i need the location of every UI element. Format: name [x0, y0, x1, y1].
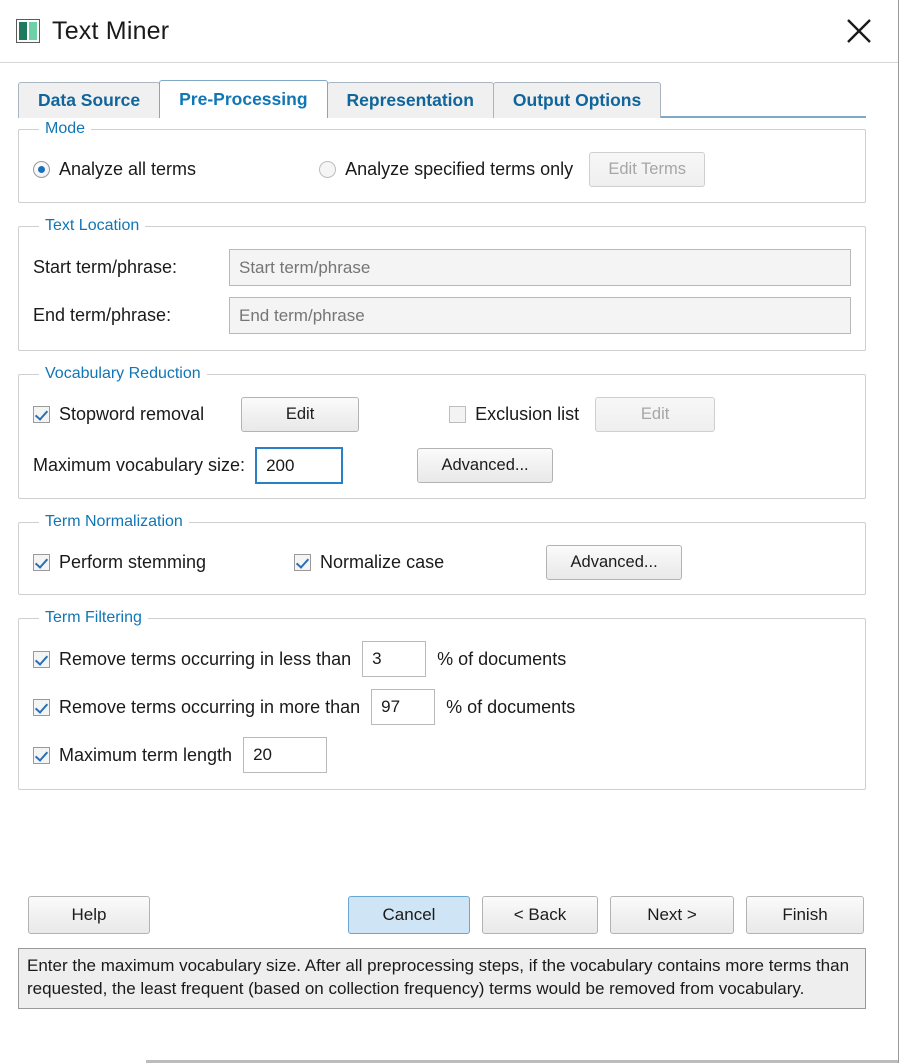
checkbox-remove-less-than[interactable] [33, 651, 50, 668]
title-bar [0, 0, 898, 63]
label-max-vocabulary-size: Maximum vocabulary size: [33, 455, 246, 475]
tab-label: Representation [346, 90, 474, 110]
mode-group [18, 120, 866, 203]
help-button[interactable]: Help [28, 896, 150, 934]
mode-legend: Mode [45, 120, 86, 137]
window-title: Text Miner [52, 16, 170, 45]
edit-terms-button[interactable]: Edit Terms [589, 152, 705, 187]
start-term-input[interactable] [229, 249, 851, 286]
checkbox-maximum-term-length[interactable] [33, 747, 50, 764]
term-filtering-group [18, 609, 866, 790]
app-icon [16, 19, 40, 43]
mode-options-row [33, 152, 851, 186]
back-button[interactable]: < Back [482, 896, 598, 934]
vocabulary-reduction-legend: Vocabulary Reduction [45, 365, 201, 382]
finish-button[interactable]: Finish [746, 896, 864, 934]
label-remove-less-than: Remove terms occurring in less than [59, 648, 352, 669]
filter-max-length-row [33, 737, 851, 773]
tab-pre-processing[interactable] [159, 80, 327, 118]
checkbox-perform-stemming[interactable] [33, 554, 50, 571]
tab-label: Data Source [38, 90, 141, 110]
checkbox-exclusion-list[interactable] [449, 406, 466, 423]
dialog-button-bar [18, 896, 866, 934]
label-normalize-case: Normalize case [320, 552, 445, 572]
end-term-input[interactable] [229, 297, 851, 334]
checkbox-normalize-case[interactable] [294, 554, 311, 571]
checkbox-stopword-removal[interactable] [33, 406, 50, 423]
status-hint-text: Enter the maximum vocabulary size. After all preprocessing steps, if the vocabulary contains more terms than requested, the least frequent (based on collection frequency) terms would be removed from vocabulary. [18, 948, 866, 1009]
exclusion-list-wrapper [449, 397, 715, 432]
end-term-row [33, 297, 851, 334]
label-remove-more-than: Remove terms occurring in more than [59, 696, 361, 717]
vocabulary-row-2 [33, 447, 851, 484]
label-less-than-suffix: % of documents [437, 648, 567, 669]
cancel-button[interactable]: Cancel [348, 896, 470, 934]
term-normalization-legend: Term Normalization [45, 513, 183, 530]
edit-exclusion-list-button[interactable]: Edit [595, 397, 715, 432]
term-filtering-legend: Term Filtering [45, 609, 142, 626]
radio-analyze-specified-terms[interactable] [319, 161, 336, 178]
pre-processing-panel [0, 120, 898, 1009]
vocabulary-reduction-group [18, 365, 866, 499]
remove-more-than-input[interactable] [371, 689, 435, 725]
tab-representation[interactable] [327, 82, 494, 118]
label-exclusion-list: Exclusion list [475, 404, 580, 424]
tab-data-source[interactable] [18, 82, 160, 118]
text-location-legend: Text Location [45, 217, 140, 234]
tab-bar [18, 80, 898, 118]
vocabulary-advanced-button[interactable]: Advanced... [417, 448, 553, 483]
close-icon[interactable] [842, 14, 876, 48]
label-maximum-term-length: Maximum term length [59, 744, 233, 765]
checkbox-remove-more-than[interactable] [33, 699, 50, 716]
label-stopword-removal: Stopword removal [59, 404, 205, 424]
remove-less-than-input[interactable] [362, 641, 426, 677]
tab-label: Output Options [512, 90, 642, 110]
start-term-row [33, 249, 851, 286]
tab-output-options[interactable] [493, 82, 661, 118]
label-analyze-all-terms: Analyze all terms [59, 158, 197, 179]
label-more-than-suffix: % of documents [446, 696, 576, 717]
next-button[interactable]: Next > [610, 896, 734, 934]
tab-active-cover [160, 117, 326, 120]
start-term-label: Start term/phrase: [33, 257, 178, 277]
end-term-label: End term/phrase: [33, 305, 172, 325]
normalization-advanced-button[interactable]: Advanced... [546, 545, 682, 580]
vocabulary-row-1 [33, 397, 851, 432]
label-perform-stemming: Perform stemming [59, 552, 207, 572]
label-analyze-specified-terms: Analyze specified terms only [345, 158, 574, 179]
term-normalization-group [18, 513, 866, 595]
radio-analyze-all-terms[interactable] [33, 161, 50, 178]
edit-stopwords-button[interactable]: Edit [241, 397, 359, 432]
filter-less-than-row [33, 641, 851, 677]
filter-more-than-row [33, 689, 851, 725]
maximum-term-length-input[interactable] [243, 737, 327, 773]
text-location-group [18, 217, 866, 351]
max-vocabulary-size-input[interactable] [255, 447, 343, 484]
term-normalization-row [33, 545, 851, 580]
tab-label: Pre-Processing [179, 89, 308, 109]
